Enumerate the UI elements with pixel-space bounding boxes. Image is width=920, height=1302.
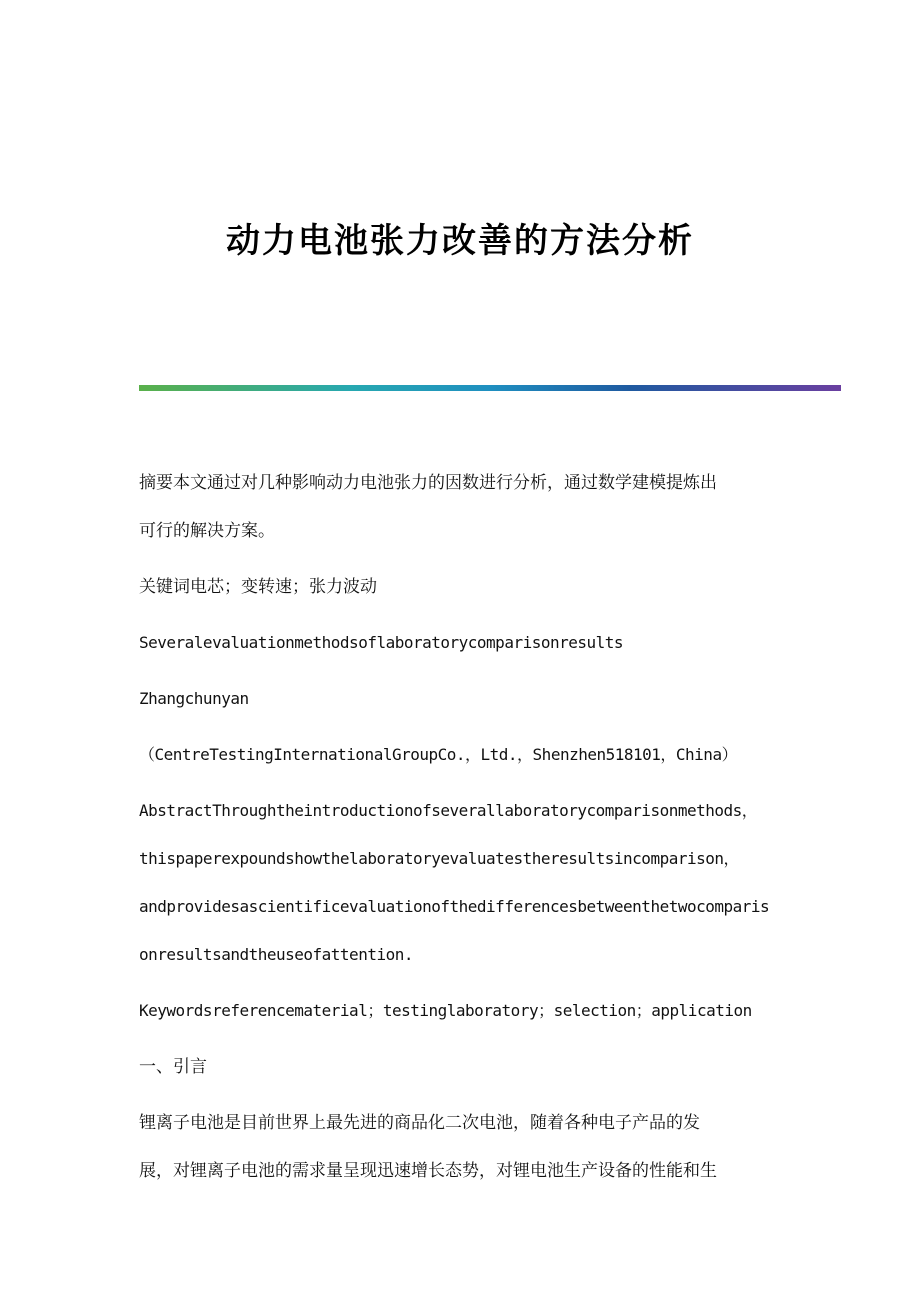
- abstract-en-line-2: thispaperexpoundshowthelaboratoryevaluatestheresultsincomparison，: [139, 849, 739, 868]
- section-heading-introduction: 一、引言: [139, 1057, 207, 1077]
- gradient-divider: [139, 385, 841, 391]
- abstract-cn-line-1: 摘要本文通过对几种影响动力电池张力的因数进行分析，通过数学建模提炼出: [139, 473, 717, 493]
- abstract-en-line-3: andprovidesascientificevaluationofthedifferencesbetweenthetwocomparis: [139, 897, 770, 916]
- abstract-cn-line-2: 可行的解决方案。: [139, 521, 275, 541]
- body-line-2: 展，对锂离子电池的需求量呈现迅速增长态势，对锂电池生产设备的性能和生: [139, 1161, 717, 1181]
- abstract-en-line-1: AbstractThroughtheintroductionofseverallaboratorycomparisonmethods，: [139, 801, 758, 820]
- body-line-1: 锂离子电池是目前世界上最先进的商品化二次电池，随着各种电子产品的发: [139, 1113, 700, 1133]
- english-title: Severalevaluationmethodsoflaboratorycomparisonresults: [139, 633, 624, 652]
- document-title: 动力电池张力改善的方法分析: [226, 221, 694, 261]
- keywords-cn: 关键词电芯；变转速；张力波动: [139, 577, 377, 597]
- abstract-en-line-4: onresultsandtheuseofattention.: [139, 945, 413, 964]
- author-name: Zhangchunyan: [139, 689, 249, 708]
- author-affiliation: （CentreTestingInternationalGroupCo.，Ltd.，Shenzhen518101，China）: [139, 745, 738, 764]
- keywords-en: Keywordsreferencematerial；testinglaboratory；selection；application: [139, 1001, 752, 1020]
